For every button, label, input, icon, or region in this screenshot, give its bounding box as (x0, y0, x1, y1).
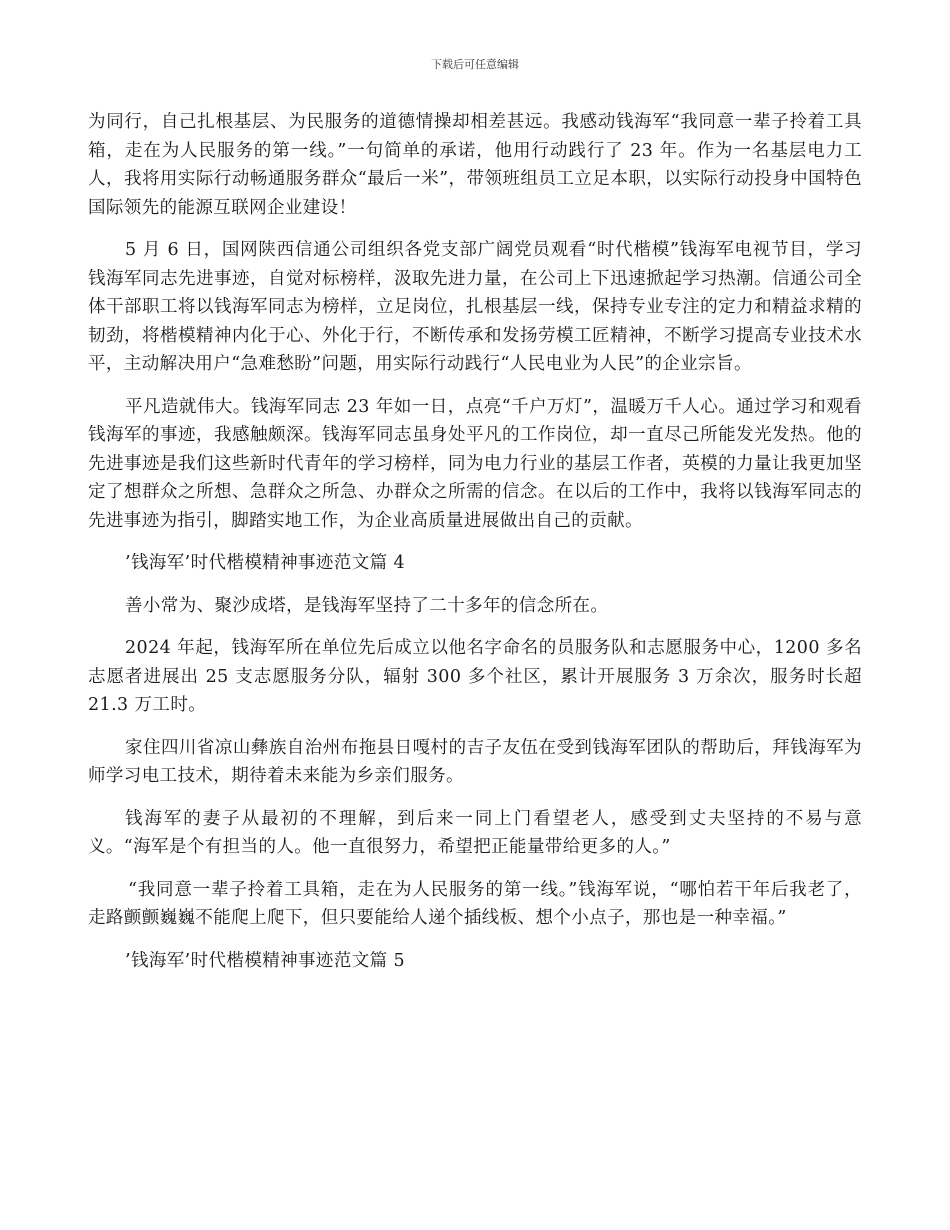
paragraph-continuation: 为同行，自己扎根基层、为民服务的道德情操却相差甚远。我感动钱海军“我同意一辈子拎着工具箱，走在为人民服务的第一线。”一句简单的承诺，他用行动践行了 23 年。作为一名基层电力工人，我将用实际行动畅通服务群众“最后一米”，带领班组员工立足本职，以实际行动投身中国特色国际领先的能源互联网企业建设！ (88, 112, 862, 218)
paragraph-ordinary-greatness: 平凡造就伟大。钱海军同志 23 年如一日，点亮“千户万灯”，温暖万千人心。通过学习和观看钱海军的事迹，我感触颇深。钱海军同志虽身处平凡的工作岗位，却一直尽己所能发光发热。他的先进事迹是我们这些新时代青年的学习榜样，同为电力行业的基层工作者，英模的力量让我更加坚定了想群众之所想、急群众之所急、办群众之所需的信念。在以后的工作中，我将以钱海军同志的先进事迹为指引，脚踏实地工作，为企业高质量进展做出自己的贡献。 (88, 396, 862, 531)
paragraph-volunteer-stats: 2024 年起，钱海军所在单位先后成立以他名字命名的员服务队和志愿服务中心，1200 多名志愿者进展出 25 支志愿服务分队，辐射 300 多个社区，累计开展服务 3 万余次，服务时长超 21.3 万工时。 (88, 638, 862, 715)
paragraph-pledge-quote: “我同意一辈子拎着工具箱，走在为人民服务的第一线。”钱海军说，“哪怕若干年后我老了，走路颤颤巍巍不能爬上爬下，但只要能给人递个插线板、想个小点子，那也是一种幸福。” (88, 879, 862, 928)
section-heading-5: ’钱海军’时代楷模精神事迹范文篇 5 (125, 950, 406, 971)
header-note: 下载后可任意编辑 (431, 58, 519, 71)
paragraph-sichuan-student: 家住四川省凉山彝族自治州布拖县日嘎村的吉子友伍在受到钱海军团队的帮助后，拜钱海军为师学习电工技术，期待着未来能为乡亲们服务。 (88, 737, 862, 786)
paragraph-wife-quote: 钱海军的妻子从最初的不理解，到后来一同上门看望老人，感受到丈夫坚持的不易与意义。“海军是个有担当的人。他一直很努力，希望把正能量带给更多的人。” (88, 808, 862, 857)
section-heading-4: ’钱海军’时代楷模精神事迹范文篇 4 (125, 553, 406, 573)
paragraph-xintong-study: 5 月 6 日，国网陕西信通公司组织各党支部广阔党员观看“时代楷模”钱海军电视节目，学习钱海军同志先进事迹，自觉对标榜样，汲取先进力量，在公司上下迅速掀起学习热潮。信通公司全体干部职工将以钱海军同志为榜样，立足岗位，扎根基层一线，保持专业专注的定力和精益求精的韧劲，将楷模精神内化于心、外化于行，不断传承和发扬劳模工匠精神，不断学习提高专业技术水平，主动解决用户“急难愁盼”问题，用实际行动践行“人民电业为人民”的企业宗旨。 (88, 240, 862, 374)
document-body (88, 108, 862, 989)
paragraph-belief: 善小常为、聚沙成塔，是钱海军坚持了二十多年的信念所在。 (125, 595, 609, 616)
